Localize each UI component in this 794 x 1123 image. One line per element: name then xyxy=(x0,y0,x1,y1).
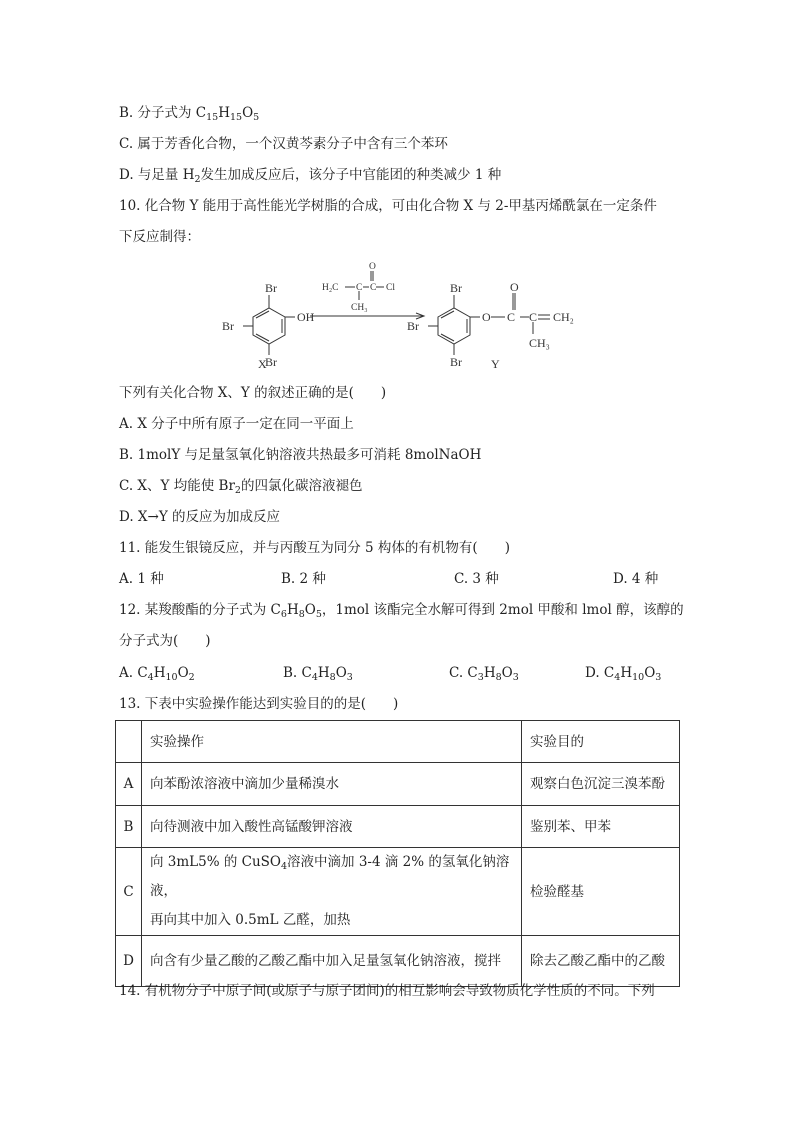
q13-stem: 13. 下表中实验操作能达到实验目的的是( ) xyxy=(119,696,399,712)
row-operation: 向含有少量乙酸的乙酸乙酯中加入足量氢氧化钠溶液，搅拌 xyxy=(142,936,522,987)
reagent-c2: C xyxy=(370,283,377,293)
header-operation: 实验操作 xyxy=(142,721,522,763)
x-benzene-ring xyxy=(253,308,285,344)
q12-option-b: B. $C_4H_8O_3$ xyxy=(283,665,353,683)
y-benzene-ring xyxy=(438,308,470,344)
q10-stem-line2: 下反应制得： xyxy=(119,229,200,245)
y-br-top: Br xyxy=(450,281,462,295)
q12-option-a: A. $C_4H_{10}O_2$ xyxy=(119,665,195,683)
row-label: B xyxy=(116,806,142,848)
y-alkene-c: C xyxy=(529,310,538,324)
table-header-row xyxy=(116,721,680,763)
q11-option-d: D. 4 种 xyxy=(613,571,659,587)
row-goal: 鉴别苯、甲苯 xyxy=(522,806,680,848)
experiment-table xyxy=(115,720,680,987)
table-row xyxy=(116,763,680,806)
row-operation: 向 3mL5% 的 CuSO$_4$溶液中滴加 3-4 滴 2% 的氢氧化钠溶液， 再向其中加入 0.5mL 乙醛，加热 xyxy=(142,848,522,936)
q12-stem-line2: 分子式为( ) xyxy=(119,633,211,649)
reagent-h2c: H₂C xyxy=(322,283,339,293)
y-carbonyl-o: O xyxy=(510,280,519,294)
header-goal: 实验目的 xyxy=(522,721,680,763)
q12-option-d: D. $C_4H_{10}O_3$ xyxy=(585,665,662,683)
y-ester-o: O xyxy=(482,310,491,324)
q10-question: 下列有关化合物 X、Y 的叙述正确的是( ) xyxy=(119,385,387,401)
row-operation: 向苯酚浓溶液中滴加少量稀溴水 xyxy=(142,763,522,806)
x-br-left: Br xyxy=(222,319,234,333)
q10-option-c: C. X、Y 均能使 $Br_2$的四氯化碳溶液褪色 xyxy=(119,478,363,496)
q14-stem-line1: 14. 有机物分子中原子间(或原子与原子团间)的相互影响会导致物质化学性质的不同。下列 xyxy=(119,983,655,999)
y-br-left: Br xyxy=(407,319,419,333)
reagent-ch3: CH₃ xyxy=(351,303,368,313)
x-label: X xyxy=(258,357,267,371)
y-ch2: CH₂ xyxy=(553,310,574,324)
q12-stem-line1: 12. 某羧酸酯的分子式为 $C_6H_8O_5$，1mol 该酯完全水解可得到 2mol 甲酸和 lmol 醇，该醇的 xyxy=(119,602,684,620)
row-label: A xyxy=(116,763,142,806)
q11-option-a: A. 1 种 xyxy=(119,571,164,587)
y-ch3: CH₃ xyxy=(529,336,550,350)
reagent-c1: C xyxy=(356,283,363,293)
table-row xyxy=(116,848,680,936)
q11-option-b: B. 2 种 xyxy=(281,571,326,587)
q10-option-a: A. X 分子中所有原子一定在同一平面上 xyxy=(119,416,354,432)
q9-option-b: B. 分子式为 $C_{15}H_{15}O_5$ xyxy=(119,105,260,123)
row-goal: 除去乙酸乙酯中的乙酸 xyxy=(522,936,680,987)
table-row xyxy=(116,806,680,848)
x-br-bottom: Br xyxy=(265,355,277,369)
q12-option-c: C. $C_3H_8O_3$ xyxy=(449,665,519,683)
reagent-o: O xyxy=(369,262,376,272)
q9-option-c: C. 属于芳香化合物，一个汉黄芩素分子中含有三个苯环 xyxy=(119,136,448,152)
q11-stem: 11. 能发生银镜反应，并与丙酸互为同分 5 构体的有机物有( ) xyxy=(119,540,510,556)
reaction-diagram xyxy=(195,255,595,375)
q10-stem-line1: 10. 化合物 Y 能用于高性能光学树脂的合成，可由化合物 X 与 2-甲基丙烯酰氯在一定条件 xyxy=(119,198,657,214)
reagent-cl: Cl xyxy=(386,283,395,293)
q9-option-d: D. 与足量 $H_2$发生加成反应后，该分子中官能团的种类减少 1 种 xyxy=(119,167,502,185)
row-goal: 检验醛基 xyxy=(522,848,680,936)
y-br-bottom: Br xyxy=(450,355,462,369)
q10-option-b: B. 1molY 与足量氢氧化钠溶液共热最多可消耗 8molNaOH xyxy=(119,447,482,463)
q10-option-d: D. X→Y 的反应为加成反应 xyxy=(119,509,281,525)
row-operation: 向待测液中加入酸性高锰酸钾溶液 xyxy=(142,806,522,848)
y-carbonyl-c: C xyxy=(507,310,516,324)
x-oh: OH xyxy=(297,310,315,324)
x-br-top: Br xyxy=(265,281,277,295)
row-goal: 观察白色沉淀三溴苯酚 xyxy=(522,763,680,806)
row-label: C xyxy=(116,848,142,936)
y-label: Y xyxy=(491,357,500,371)
q11-option-c: C. 3 种 xyxy=(454,571,499,587)
table-row xyxy=(116,936,680,987)
row-label: D xyxy=(116,936,142,987)
